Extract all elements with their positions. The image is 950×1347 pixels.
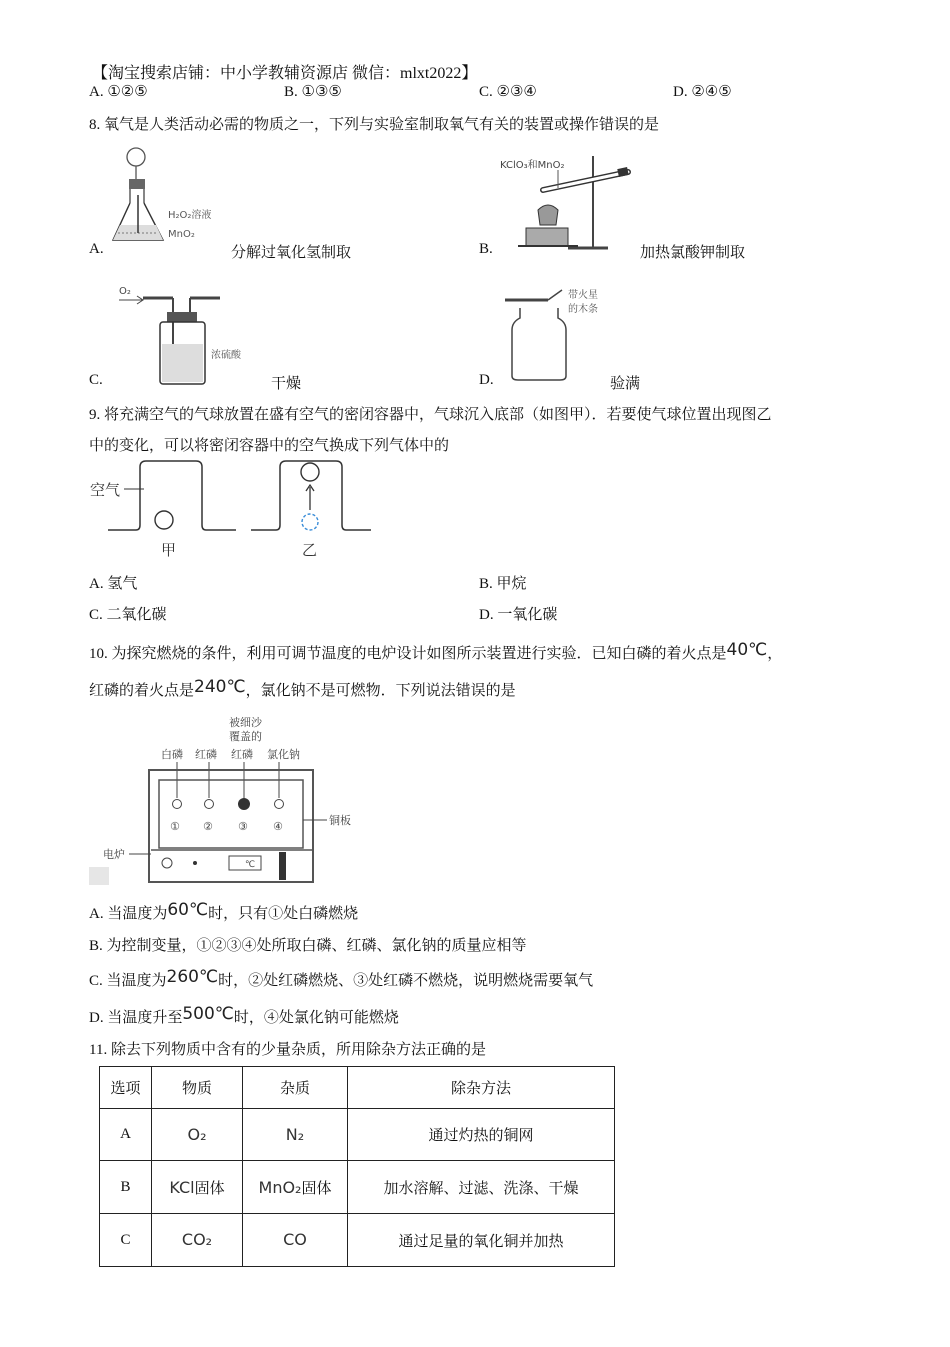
fig-c-label-o2: O₂	[119, 286, 131, 297]
fig-label-2: 红磷	[195, 748, 217, 761]
q8-option-c-letter: C.	[89, 372, 103, 388]
q8-option-b-caption: 加热氯酸钾制取	[640, 245, 746, 261]
q8-option-a-letter: A.	[89, 241, 104, 257]
fig-a-label-h2o2: H₂O₂溶液	[168, 210, 212, 221]
table-row	[100, 1214, 615, 1267]
fig-right-label: 乙	[302, 541, 318, 559]
fig-label-4: 氯化钠	[267, 748, 300, 761]
q10-option-b: B. 为控制变量，①②③④处所取白磷、红磷、氯化钠的质量应相等	[89, 938, 527, 954]
q9-figure-containers	[86, 455, 376, 565]
fig-num-4: ④	[273, 820, 283, 833]
q10-option-a: A. 当温度为60℃时，只有①处白磷燃烧	[89, 900, 359, 922]
q11-stem: 11. 除去下列物质中含有的少量杂质，所用除杂方法正确的是	[89, 1042, 486, 1058]
table-header-row	[100, 1067, 615, 1109]
q8-figure-c-drying	[115, 280, 275, 385]
q9-stem-line2: 中的变化，可以将密闭容器中的空气换成下列气体中的	[89, 438, 450, 454]
fig-d-label-1: 带火星	[568, 290, 598, 301]
header-option: 选项	[100, 1067, 152, 1109]
q9-option-b: B. 甲烷	[479, 576, 527, 592]
row-c-method: 通过足量的氧化铜并加热	[348, 1214, 615, 1267]
q9-option-d: D. 一氧化碳	[479, 607, 558, 623]
q10-stem-line2: 红磷的着火点是240℃，氯化钠不是可燃物．下列说法错误的是	[89, 677, 516, 699]
fig-air-label: 空气	[90, 481, 121, 499]
fig-num-3: ③	[238, 820, 248, 833]
q8-option-c-caption: 干燥	[271, 376, 302, 392]
q7-option-c: C. ②③④	[479, 84, 537, 100]
q8-option-d-letter: D.	[479, 372, 494, 388]
row-b-method: 加水溶解、过滤、洗涤、干燥	[348, 1161, 615, 1214]
q7-option-d: D. ②④⑤	[673, 84, 732, 100]
q10-option-d: D. 当温度升至500℃时，④处氯化钠可能燃烧	[89, 1004, 399, 1026]
row-a-method: 通过灼热的铜网	[348, 1109, 615, 1161]
q8-option-a-caption: 分解过氧化氢制取	[231, 245, 352, 261]
q7-option-a: A. ①②⑤	[89, 84, 148, 100]
q8-stem: 8. 氧气是人类活动必需的物质之一，下列与实验室制取氧气有关的装置或操作错误的是	[89, 117, 660, 133]
fig-a-label-mno2: MnO₂	[168, 229, 195, 240]
fig-label-1: 白磷	[161, 748, 183, 761]
table-row	[100, 1161, 615, 1214]
q11-table	[99, 1066, 615, 1267]
q10-stem-line1: 10. 为探究燃烧的条件，利用可调节温度的电炉设计如图所示装置进行实验．已知白磷的着火点是40℃，	[89, 640, 783, 662]
fig-plate-label: 铜板	[329, 814, 351, 827]
q9-option-a: A. 氢气	[89, 576, 138, 592]
fig-label-3: 红磷	[231, 748, 253, 761]
row-b-substance: KCl固体	[152, 1161, 243, 1214]
q7-option-b: B. ①③⑤	[284, 84, 342, 100]
fig-num-2: ②	[203, 820, 213, 833]
row-c-substance: CO₂	[152, 1214, 243, 1267]
row-c-impurity: CO	[243, 1214, 348, 1267]
watermark-header: 【淘宝搜索店铺：中小学教辅资源店 微信：mlxt2022】	[92, 65, 478, 82]
row-a-substance: O₂	[152, 1109, 243, 1161]
row-a-impurity: N₂	[243, 1109, 348, 1161]
row-b-impurity: MnO₂固体	[243, 1161, 348, 1214]
fig-covered-2: 覆盖的	[229, 730, 262, 743]
q8-figure-a-flask	[108, 145, 218, 250]
q9-option-c: C. 二氧化碳	[89, 607, 167, 623]
row-c-option: C	[100, 1214, 152, 1267]
header-impurity: 杂质	[243, 1067, 348, 1109]
fig-furnace-label: 电炉	[103, 848, 125, 861]
header-substance: 物质	[152, 1067, 243, 1109]
q10-figure-furnace	[89, 712, 369, 887]
table-row	[100, 1109, 615, 1161]
fig-num-1: ①	[170, 820, 180, 833]
fig-left-label: 甲	[161, 541, 177, 559]
fig-c-label-acid: 浓硫酸	[211, 350, 241, 361]
q8-figure-b-heating	[498, 150, 638, 252]
header-method: 除杂方法	[348, 1067, 615, 1109]
q8-figure-d-check-full	[500, 280, 630, 385]
row-a-option: A	[100, 1109, 152, 1161]
row-b-option: B	[100, 1161, 152, 1214]
q10-option-c: C. 当温度为260℃时，②处红磷燃烧、③处红磷不燃烧，说明燃烧需要氧气	[89, 967, 594, 989]
fig-b-label-kclo3: KClO₃和MnO₂	[500, 160, 565, 171]
q9-stem-line1: 9. 将充满空气的气球放置在盛有空气的密闭容器中，气球沉入底部（如图甲）．若要使气球位置出现图乙	[89, 407, 772, 423]
q8-option-b-letter: B.	[479, 241, 493, 257]
q8-option-d-caption: 验满	[610, 376, 641, 392]
fig-unit: ℃	[245, 860, 256, 870]
fig-d-label-2: 的木条	[568, 304, 598, 315]
fig-covered-1: 被细沙	[229, 716, 262, 729]
